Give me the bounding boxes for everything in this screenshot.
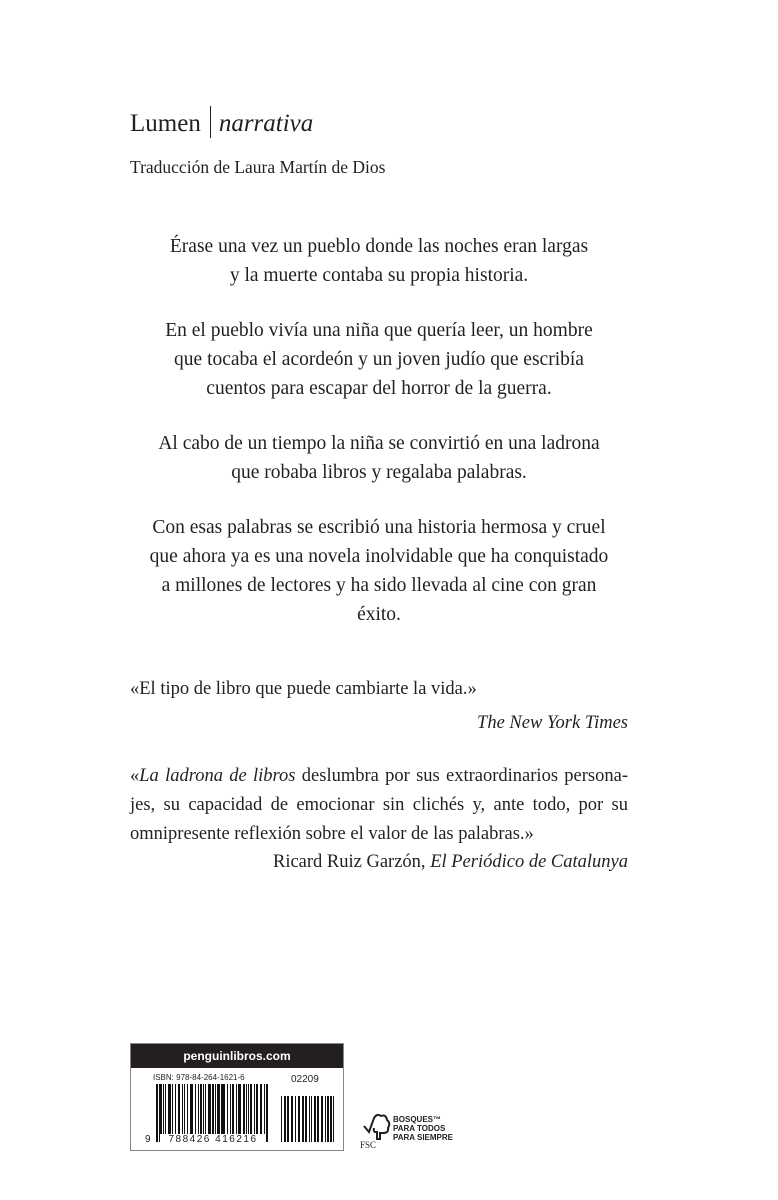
barcode-bar [317,1096,318,1142]
blurb-line: cuentos para escapar del horror de la guerra. [206,378,552,399]
blurb-line: que tocaba el acordeón y un joven judío que escribía [174,349,584,370]
fsc-slogan [393,1115,453,1142]
fsc-logo [360,1112,480,1152]
barcode-bar [327,1096,328,1142]
publisher-name: Lumen [130,110,201,137]
barcode-bar [321,1096,323,1142]
barcode-addon-digits: 02209 [291,1074,319,1085]
quote-line: jes, su capacidad de emocionar sin clichés y, ante todo, por su [130,795,628,815]
quote-text: «El tipo de libro que puede cambiarte la vida.» [130,679,477,699]
isbn-text: ISBN: 978-84-264-1621-6 [153,1073,245,1082]
slogan-line: PARA TODOS [393,1124,446,1133]
website-label: penguinlibros.com [131,1044,343,1068]
addon-barcode [281,1096,335,1142]
publisher-imprint [130,106,313,138]
barcode-bar [156,1084,158,1142]
quote-text: deslumbra por sus extraordinarios persona- [295,766,628,786]
quote-source: The New York Times [477,713,628,733]
tree-check-icon [362,1112,392,1140]
barcode-bar [266,1084,268,1142]
barcode-bar [284,1096,286,1142]
barcode-digits: 788426 416216 [160,1134,266,1145]
quote-publication: El Periódico de Catalunya [430,852,628,872]
imprint-divider [210,106,211,138]
barcode-bar [330,1096,332,1142]
barcode-bar [311,1096,312,1142]
blurb-line: que robaba libros y regalaba palabras. [231,462,527,483]
barcode-bar [281,1096,282,1142]
collection-name: narrativa [218,110,314,137]
barcode-bar [305,1096,307,1142]
blurb-line: Érase una vez un pueblo donde las noches eran largas [169,236,589,257]
barcode-bar [295,1096,296,1142]
quote-source [130,848,628,877]
slogan-line: PARA SIEMPRE [393,1133,454,1142]
blurb-paragraph [130,316,628,403]
barcode-bar [303,1096,304,1142]
barcode-bar [302,1096,303,1142]
translator-credit: Traducción de Laura Martín de Dios [130,157,386,177]
blurb-line: éxito. [357,604,401,625]
barcode-bar [287,1096,288,1142]
fsc-label: FSC [360,1140,377,1150]
quote-line: omnipresente reflexión sobre el valor de las palabras.» [130,824,534,844]
blurb-line: a millones de lectores y ha sido llevada al cine con gran [161,575,597,596]
blurb-line: y la muerte contaba su propia historia. [229,265,529,286]
blurb-line: Con esas palabras se escribió una historia hermosa y cruel [152,517,606,538]
barcode-bar [309,1096,310,1142]
barcode-bar [333,1096,334,1142]
blurb-paragraph [130,429,628,487]
blurb-line: En el pueblo vivía una niña que quería leer, un hombre [165,320,593,341]
barcode-first-digit: 9 [145,1134,151,1145]
quote-author: Ricard Ruiz Garzón, [272,852,431,872]
open-quote: « [130,766,140,786]
blurb-line: Al cabo de un tiempo la niña se convirtió en una ladrona [158,433,600,454]
quote-line [130,762,628,791]
barcode-bar [314,1096,316,1142]
barcode-bar [298,1096,299,1142]
barcode-bar [291,1096,293,1142]
blurb-paragraph [130,513,628,629]
book-title: La ladrona de libros [139,766,296,786]
barcode-panel [130,1043,344,1151]
barcode-bar [325,1096,326,1142]
slogan-line: BOSQUES™ [393,1115,442,1124]
blurb-line: que ahora ya es una novela inolvidable que ha conquistado [149,546,609,567]
blurb-paragraph [130,232,628,290]
